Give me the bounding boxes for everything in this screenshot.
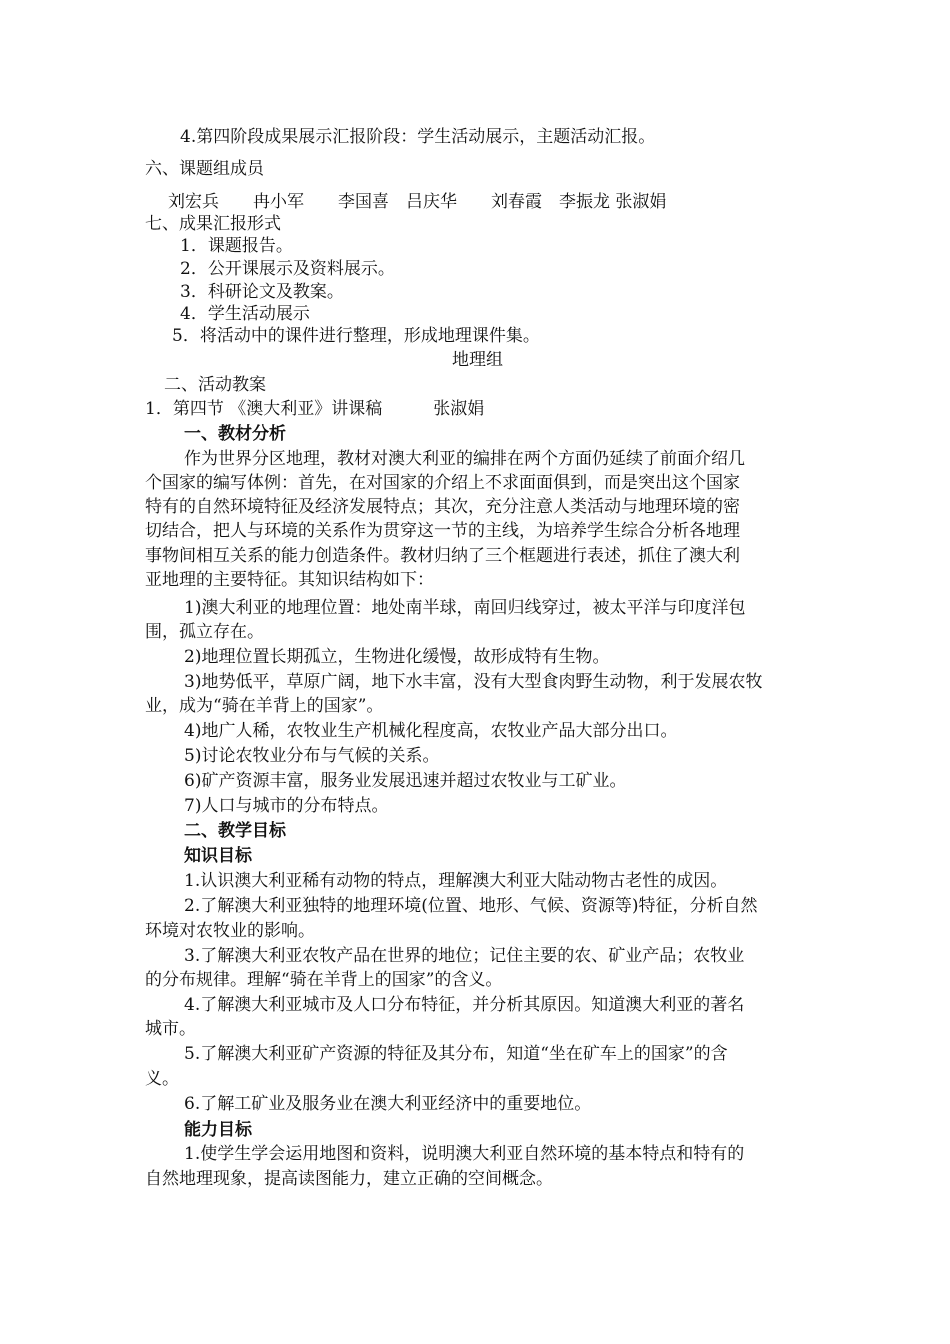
signature: 地理组 xyxy=(452,350,503,370)
report-item-2: 2．公开课展示及资料展示。 xyxy=(180,259,395,279)
textbook-para-line: 事物间相互关系的能力创造条件。教材归纳了三个框题进行表述，抓住了澳大利 xyxy=(145,546,740,566)
phase-4-line: 4.第四阶段成果展示汇报阶段：学生活动展示，主题活动汇报。 xyxy=(180,127,656,147)
structure-item: 业，成为“骑在羊背上的国家”。 xyxy=(145,696,384,716)
part-2-heading: 二、活动教案 xyxy=(164,375,266,395)
knowledge-goal-line: 义。 xyxy=(145,1069,179,1089)
structure-item: 7)人口与城市的分布特点。 xyxy=(184,796,389,816)
textbook-para-line: 切结合，把人与环境的关系作为贯穿这一节的主线，为培养学生综合分析各地理 xyxy=(145,521,740,541)
structure-item: 4)地广人稀，农牧业生产机械化程度高，农牧业产品大部分出口。 xyxy=(184,721,678,741)
section-6-heading: 六、课题组成员 xyxy=(145,159,264,179)
knowledge-goal-line: 的分布规律。理解“骑在羊背上的国家”的含义。 xyxy=(145,970,503,990)
structure-item: 围，孤立存在。 xyxy=(145,622,264,642)
knowledge-goal-line: 5.了解澳大利亚矿产资源的特征及其分布，知道“坐在矿车上的国家”的含 xyxy=(184,1044,728,1064)
knowledge-goal-line: 6.了解工矿业及服务业在澳大利亚经济中的重要地位。 xyxy=(184,1094,592,1114)
knowledge-goal-line: 3.了解澳大利亚农牧产品在世界的地位；记住主要的农、矿业产品；农牧业 xyxy=(184,946,745,966)
members-line: 刘宏兵 冉小军 李国喜 吕庆华 刘春霞 李振龙 张淑娟 xyxy=(168,192,667,212)
knowledge-goal-line: 2.了解澳大利亚独特的地理环境(位置、地形、气候、资源等)特征，分析自然 xyxy=(184,896,758,916)
report-item-3: 3．科研论文及教案。 xyxy=(180,282,344,302)
report-item-5: 5．将活动中的课件进行整理，形成地理课件集。 xyxy=(172,326,540,346)
textbook-analysis-heading: 一、教材分析 xyxy=(184,424,286,444)
lesson-title: 1．第四节 《澳大利亚》讲课稿 张淑娟 xyxy=(145,399,485,419)
textbook-para-line: 作为世界分区地理，教材对澳大利亚的编排在两个方面仍延续了前面介绍几 xyxy=(184,449,745,469)
structure-item: 6)矿产资源丰富，服务业发展迅速并超过农牧业与工矿业。 xyxy=(184,771,627,791)
textbook-para-line: 亚地理的主要特征。其知识结构如下： xyxy=(145,570,434,590)
knowledge-goal-line: 城市。 xyxy=(145,1019,196,1039)
structure-item: 1)澳大利亚的地理位置：地处南半球，南回归线穿过，被太平洋与印度洋包 xyxy=(184,598,746,618)
knowledge-goal-line: 1.认识澳大利亚稀有动物的特点，理解澳大利亚大陆动物古老性的成因。 xyxy=(184,871,728,891)
knowledge-goal-line: 环境对农牧业的影响。 xyxy=(145,921,315,941)
ability-goals-heading: 能力目标 xyxy=(184,1120,252,1140)
report-item-4: 4．学生活动展示 xyxy=(180,304,310,324)
ability-goal-line: 自然地理现象，提高读图能力，建立正确的空间概念。 xyxy=(145,1169,553,1189)
report-item-1: 1．课题报告。 xyxy=(180,236,293,256)
textbook-para-line: 特有的自然环境特征及经济发展特点；其次，充分注意人类活动与地理环境的密 xyxy=(145,497,740,517)
structure-item: 3)地势低平，草原广阔，地下水丰富，没有大型食肉野生动物，利于发展农牧 xyxy=(184,672,763,692)
ability-goal-line: 1.使学生学会运用地图和资料，说明澳大利亚自然环境的基本特点和特有的 xyxy=(184,1144,745,1164)
structure-item: 5)讨论农牧业分布与气候的关系。 xyxy=(184,746,440,766)
structure-item: 2)地理位置长期孤立，生物进化缓慢，故形成特有生物。 xyxy=(184,647,610,667)
knowledge-goal-line: 4.了解澳大利亚城市及人口分布特征，并分析其原因。知道澳大利亚的著名 xyxy=(184,995,745,1015)
teaching-goals-heading: 二、教学目标 xyxy=(184,821,286,841)
textbook-para-line: 个国家的编写体例：首先，在对国家的介绍上不求面面俱到，而是突出这个国家 xyxy=(145,473,740,493)
section-7-heading: 七、成果汇报形式 xyxy=(145,214,281,234)
knowledge-goals-heading: 知识目标 xyxy=(184,846,252,866)
